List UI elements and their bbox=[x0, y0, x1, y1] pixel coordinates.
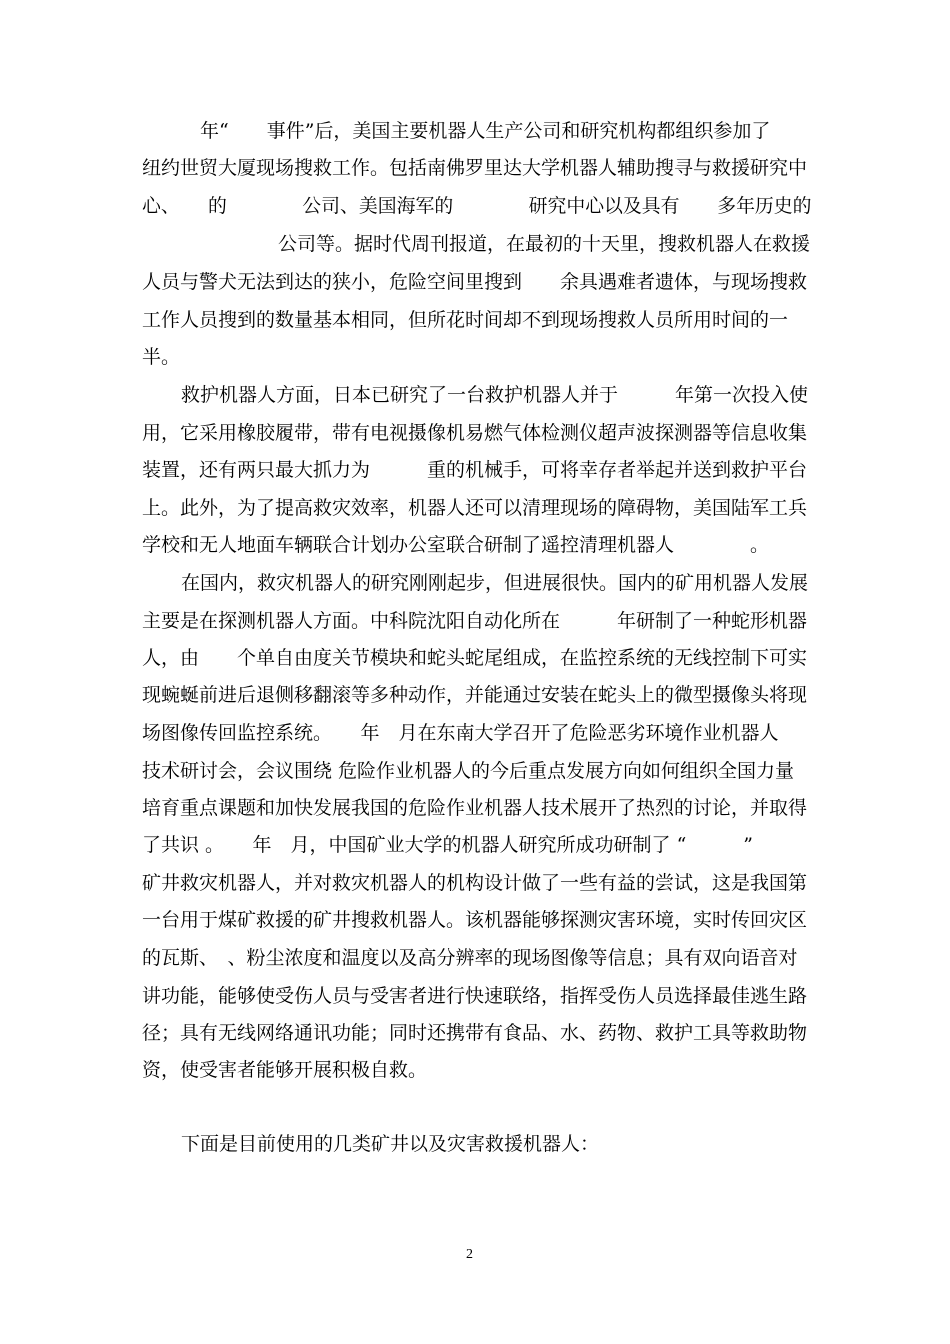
text-line: 纽约世贸大厦现场搜救工作。包括南佛罗里达大学机器人辅助搜寻与救援研究中 bbox=[142, 157, 808, 179]
text-line: 下面是目前使用的几类矿井以及灾害救援机器人： bbox=[181, 1133, 600, 1155]
text-line: 径；具有无线网络通讯功能；同时还携带有食品、水、药物、救护工具等救助物 bbox=[142, 1022, 808, 1044]
text-line: 心、 的 公司、美国海军的 研究中心以及具有 多年历史的 bbox=[142, 195, 812, 217]
text-line: 工作人员搜到的数量基本相同，但所花时间却不到现场搜救人员所用时间的一 bbox=[142, 309, 789, 331]
text-line: 矿井救灾机器人，并对救灾机器人的机构设计做了一些有益的尝试，这是我国第 bbox=[142, 872, 808, 894]
text-line: 公司等。据时代周刊报道，在最初的十天里，搜救机器人在救援 bbox=[278, 233, 811, 255]
text-line: 技术研讨会，会议围绕 危险作业机器人的今后重点发展方向如何组织全国力量 bbox=[142, 760, 795, 782]
page-number: 2 bbox=[466, 1247, 473, 1262]
text-line: 装置，还有两只最大抓力为 重的机械手，可将幸存者举起并送到救护平台 bbox=[142, 459, 808, 481]
text-line: 用，它采用橡胶履带，带有电视摄像机易燃气体检测仪超声波探测器等信息收集 bbox=[142, 422, 808, 444]
text-line: 人，由 个单自由度关节模块和蛇头蛇尾组成，在监控系统的无线控制下可实 bbox=[142, 647, 808, 669]
text-line: 场图像传回监控系统。 年 月在东南大学召开了危险恶劣环境作业机器人 bbox=[142, 722, 779, 744]
text-line: 资，使受害者能够开展积极自救。 bbox=[142, 1059, 428, 1081]
text-line: 培育重点课题和加快发展我国的危险作业机器人技术展开了热烈的讨论，并取得 bbox=[142, 797, 808, 819]
text-line: 半。 bbox=[142, 346, 181, 368]
text-line: 上。此外，为了提高救灾效率，机器人还可以清理现场的障碍物，美国陆军工兵 bbox=[142, 497, 808, 519]
text-line: 的瓦斯、 、粉尘浓度和温度以及高分辨率的现场图像等信息；具有双向语音对 bbox=[142, 947, 798, 969]
text-line: 人员与警犬无法到达的狭小，危险空间里搜到 余具遇难者遗体，与现场搜救 bbox=[142, 271, 808, 293]
text-line: 现蜿蜒前进后退侧移翻滚等多种动作，并能通过安装在蛇头上的微型摄像头将现 bbox=[142, 684, 808, 706]
text-line: 在国内，救灾机器人的研究刚刚起步，但进展很快。国内的矿用机器人发展 bbox=[181, 572, 809, 594]
text-line: 学校和无人地面车辆联合计划办公室联合研制了遥控清理机器人 。 bbox=[142, 534, 770, 556]
text-line: 年“ 事件”后，美国主要机器人生产公司和研究机构都组织参加了 bbox=[200, 120, 771, 142]
text-line: 主要是在探测机器人方面。中科院沈阳自动化所在 年研制了一种蛇形机器 bbox=[142, 610, 808, 632]
text-line: 救护机器人方面，日本已研究了一台救护机器人并于 年第一次投入使 bbox=[181, 384, 809, 406]
text-line: 了共识 。 年 月，中国矿业大学的机器人研究所成功研制了 “ ” bbox=[142, 834, 754, 856]
text-line: 讲功能，能够使受伤人员与受害者进行快速联络，指挥受伤人员选择最佳逃生路 bbox=[142, 985, 808, 1007]
text-line: 一台用于煤矿救援的矿井搜救机器人。该机器能够探测灾害环境，实时传回灾区 bbox=[142, 909, 808, 931]
